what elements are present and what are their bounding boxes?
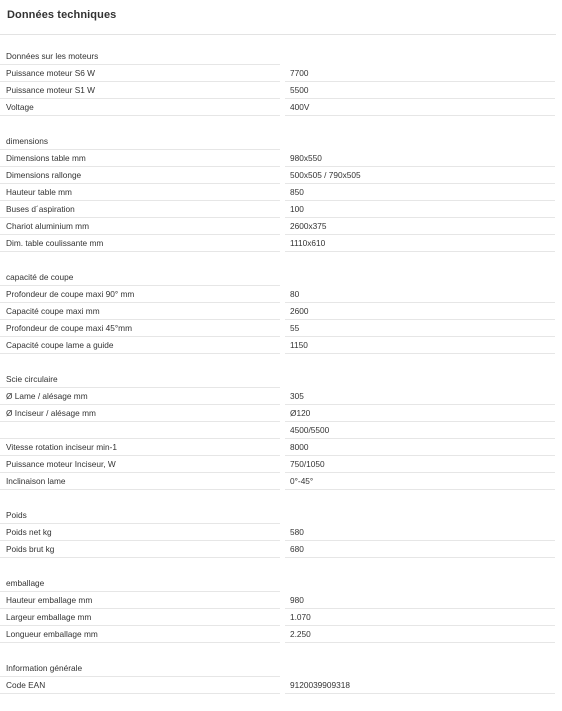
spec-value: 100 — [285, 201, 555, 218]
spec-row — [0, 184, 562, 201]
spec-label: Hauteur emballage mm — [0, 592, 280, 609]
spec-value: 2600x375 — [285, 218, 555, 235]
spec-row — [0, 218, 562, 235]
spec-value: 1110x610 — [285, 235, 555, 252]
spec-label: Puissance moteur Inciseur, W — [0, 456, 280, 473]
spec-value: 4500/5500 — [285, 422, 555, 439]
spec-label: Voltage — [0, 99, 280, 116]
page-title: Données techniques — [7, 9, 117, 21]
section-title: capacité de coupe — [0, 269, 280, 286]
spec-label: Buses d´aspiration — [0, 201, 280, 218]
spec-value: 8000 — [285, 439, 555, 456]
spec-value: 1150 — [285, 337, 555, 354]
spec-label: Puissance moteur S1 W — [0, 82, 280, 99]
spec-row — [0, 592, 562, 609]
spec-value: 680 — [285, 541, 555, 558]
spec-row — [0, 337, 562, 354]
spec-value: 55 — [285, 320, 555, 337]
spec-row — [0, 677, 562, 694]
spec-label: Inclinaison lame — [0, 473, 280, 490]
section-title: Poids — [0, 507, 280, 524]
title-divider — [0, 34, 556, 35]
spec-label — [0, 422, 280, 439]
spec-section — [0, 507, 562, 558]
spec-row — [0, 286, 562, 303]
spec-label: Code EAN — [0, 677, 280, 694]
spec-label: Poids net kg — [0, 524, 280, 541]
spec-value: 580 — [285, 524, 555, 541]
spec-row — [0, 150, 562, 167]
spec-row — [0, 235, 562, 252]
spec-row — [0, 82, 562, 99]
spec-label: Dimensions table mm — [0, 150, 280, 167]
spec-label: Vitesse rotation inciseur min-1 — [0, 439, 280, 456]
spec-label: Hauteur table mm — [0, 184, 280, 201]
spec-label: Largeur emballage mm — [0, 609, 280, 626]
spec-row — [0, 303, 562, 320]
spec-row — [0, 201, 562, 218]
spec-label: Dimensions rallonge — [0, 167, 280, 184]
spec-section — [0, 371, 562, 490]
spec-table — [0, 48, 562, 711]
spec-row — [0, 626, 562, 643]
spec-label: Ø Lame / alésage mm — [0, 388, 280, 405]
section-title: emballage — [0, 575, 280, 592]
spec-row — [0, 524, 562, 541]
spec-section — [0, 660, 562, 694]
spec-value: 400V — [285, 99, 555, 116]
spec-row — [0, 422, 562, 439]
spec-row — [0, 65, 562, 82]
spec-label: Profondeur de coupe maxi 90° mm — [0, 286, 280, 303]
spec-value: Ø120 — [285, 405, 555, 422]
section-title: Information générale — [0, 660, 280, 677]
spec-label: Poids brut kg — [0, 541, 280, 558]
spec-label: Longueur emballage mm — [0, 626, 280, 643]
spec-section — [0, 269, 562, 354]
spec-label: Ø Inciseur / alésage mm — [0, 405, 280, 422]
spec-label: Puissance moteur S6 W — [0, 65, 280, 82]
spec-row — [0, 99, 562, 116]
spec-value: 9120039909318 — [285, 677, 555, 694]
section-title: Données sur les moteurs — [0, 48, 280, 65]
spec-label: Capacité coupe maxi mm — [0, 303, 280, 320]
spec-row — [0, 541, 562, 558]
spec-row — [0, 439, 562, 456]
spec-section — [0, 575, 562, 643]
spec-value: 980 — [285, 592, 555, 609]
spec-row — [0, 456, 562, 473]
spec-row — [0, 167, 562, 184]
spec-row — [0, 388, 562, 405]
spec-section — [0, 133, 562, 252]
spec-value: 500x505 / 790x505 — [285, 167, 555, 184]
spec-value: 750/1050 — [285, 456, 555, 473]
spec-value: 305 — [285, 388, 555, 405]
spec-value: 850 — [285, 184, 555, 201]
spec-section — [0, 48, 562, 116]
spec-label: Profondeur de coupe maxi 45°mm — [0, 320, 280, 337]
spec-value: 7700 — [285, 65, 555, 82]
spec-row — [0, 405, 562, 422]
section-title: dimensions — [0, 133, 280, 150]
spec-value: 2.250 — [285, 626, 555, 643]
spec-row — [0, 609, 562, 626]
spec-label: Capacité coupe lame a guide — [0, 337, 280, 354]
spec-value: 1.070 — [285, 609, 555, 626]
spec-row — [0, 320, 562, 337]
spec-label: Dim. table coulissante mm — [0, 235, 280, 252]
spec-row — [0, 473, 562, 490]
spec-value: 2600 — [285, 303, 555, 320]
spec-value: 980x550 — [285, 150, 555, 167]
section-title: Scie circulaire — [0, 371, 280, 388]
spec-value: 0°-45° — [285, 473, 555, 490]
spec-value: 5500 — [285, 82, 555, 99]
spec-label: Chariot aluminium mm — [0, 218, 280, 235]
spec-value: 80 — [285, 286, 555, 303]
